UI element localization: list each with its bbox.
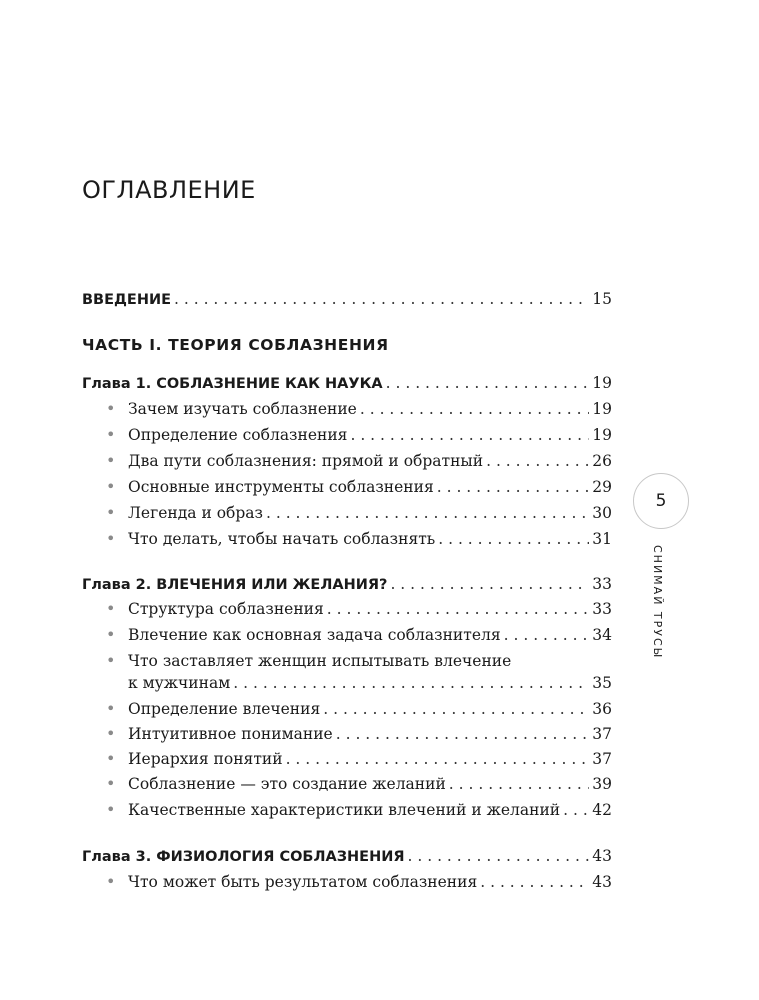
bullet-icon: • (106, 800, 116, 819)
page-title: ОГЛАВЛЕНИЕ (82, 176, 256, 204)
toc-chapter-2 (82, 574, 612, 595)
bullet-icon: • (106, 529, 116, 548)
toc-entry-page: 37 (592, 750, 612, 768)
toc-entry-label: Зачем изучать соблазнение (128, 400, 357, 418)
toc-entry (106, 477, 612, 497)
leader-dots (408, 846, 590, 866)
chapter-prefix: Глава 3. (82, 849, 152, 865)
toc-chapter-1 (82, 373, 612, 394)
page-number-badge (633, 473, 689, 529)
toc-entry-page: 19 (592, 374, 612, 392)
leader-dots (336, 724, 590, 744)
toc-entry-label: к мужчинам (128, 674, 231, 692)
chapter-prefix: Глава 1. (82, 376, 152, 392)
toc-entry (128, 673, 612, 693)
bullet-icon: • (106, 477, 116, 496)
toc-entry-page: 19 (592, 400, 612, 418)
leader-dots (174, 289, 589, 309)
toc-entry-label: Соблазнение — это создание желаний (128, 775, 446, 793)
toc-entry (106, 529, 612, 549)
toc-entry-label: Два пути соблазнения: прямой и обратный (128, 452, 484, 470)
leader-dots (504, 625, 590, 645)
toc-entry (106, 800, 612, 820)
toc-entry-intro (82, 289, 612, 310)
toc-entry (106, 451, 612, 471)
toc-entry-label: Что может быть результатом соблазнения (128, 873, 478, 891)
toc-entry-label: Иерархия понятий (128, 750, 283, 768)
running-title: СНИМАЙ ТРУСЫ (651, 545, 664, 660)
bullet-icon: • (106, 724, 116, 743)
bullet-icon: • (106, 699, 116, 718)
toc-entry (106, 774, 612, 794)
toc-entry-label: Качественные характеристики влечений и желаний (128, 801, 561, 819)
toc-entry (106, 749, 612, 769)
toc-entry-page: 37 (592, 725, 612, 743)
bullet-icon: • (106, 451, 116, 470)
toc-entry-page: 42 (592, 801, 612, 819)
toc-entry-label: Влечение как основная задача соблазнителя (128, 626, 501, 644)
toc-entry-page: 15 (592, 290, 612, 308)
toc-entry-label: Определение соблазнения (128, 426, 348, 444)
toc-entry-label: Основные инструменты соблазнения (128, 478, 434, 496)
leader-dots (438, 529, 589, 549)
bullet-icon: • (106, 425, 116, 444)
bullet-icon: • (106, 872, 116, 891)
toc-entry (106, 425, 612, 445)
toc-entry-page: 33 (592, 575, 612, 593)
toc-entry-label: Определение влечения (128, 700, 321, 718)
leader-dots (286, 749, 590, 769)
toc-entry-page: 30 (592, 504, 612, 522)
bullet-icon: • (106, 651, 116, 670)
bullet-icon: • (106, 774, 116, 793)
chapter-prefix: Глава 2. (82, 577, 152, 593)
toc-entry (106, 599, 612, 619)
toc-entry-label: ВВЕДЕНИЕ (82, 292, 172, 308)
chapter-title: ВЛЕЧЕНИЯ ИЛИ ЖЕЛАНИЯ? (156, 577, 388, 593)
leader-dots (563, 800, 589, 820)
bullet-icon: • (106, 599, 116, 618)
toc-entry (106, 399, 612, 419)
toc-entry-page: 35 (592, 674, 612, 692)
leader-dots (360, 399, 589, 419)
toc-entry-page: 26 (592, 452, 612, 470)
toc-entry-label-line1 (106, 651, 512, 671)
toc-entry-page: 34 (592, 626, 612, 644)
leader-dots (327, 599, 589, 619)
bullet-icon: • (106, 625, 116, 644)
leader-dots (233, 673, 589, 693)
leader-dots (486, 451, 589, 471)
leader-dots (480, 872, 589, 892)
part-heading: ЧАСТЬ I. ТЕОРИЯ СОБЛАЗНЕНИЯ (82, 336, 389, 354)
toc-entry-page: 29 (592, 478, 612, 496)
leader-dots (390, 574, 589, 594)
leader-dots (449, 774, 589, 794)
toc-entry-label: Что заставляет женщин испытывать влечение (128, 652, 512, 670)
leader-dots (437, 477, 590, 497)
toc-entry (106, 872, 612, 892)
toc-entry (106, 724, 612, 744)
toc-entry-label: Легенда и образ (128, 504, 263, 522)
bullet-icon: • (106, 399, 116, 418)
chapter-title: СОБЛАЗНЕНИЕ КАК НАУКА (156, 376, 383, 392)
toc-entry-page: 36 (592, 700, 612, 718)
bullet-icon: • (106, 503, 116, 522)
toc-entry-page: 39 (592, 775, 612, 793)
toc-entry-label: Структура соблазнения (128, 600, 324, 618)
leader-dots (350, 425, 589, 445)
chapter-title: ФИЗИОЛОГИЯ СОБЛАЗНЕНИЯ (156, 849, 405, 865)
toc-entry-page: 19 (592, 426, 612, 444)
toc-entry (106, 625, 612, 645)
leader-dots (386, 373, 590, 393)
toc-entry-label: Что делать, чтобы начать соблазнять (128, 530, 436, 548)
toc-entry-label: Интуитивное понимание (128, 725, 333, 743)
bullet-icon: • (106, 749, 116, 768)
leader-dots (266, 503, 589, 523)
toc-entry-page: 33 (592, 600, 612, 618)
toc-entry-page: 43 (592, 873, 612, 891)
toc-entry (106, 699, 612, 719)
toc-entry-page: 31 (592, 530, 612, 548)
leader-dots (323, 699, 589, 719)
toc-entry (106, 503, 612, 523)
page-number: 5 (655, 491, 667, 511)
toc-chapter-3 (82, 846, 612, 867)
toc-entry-page: 43 (592, 847, 612, 865)
